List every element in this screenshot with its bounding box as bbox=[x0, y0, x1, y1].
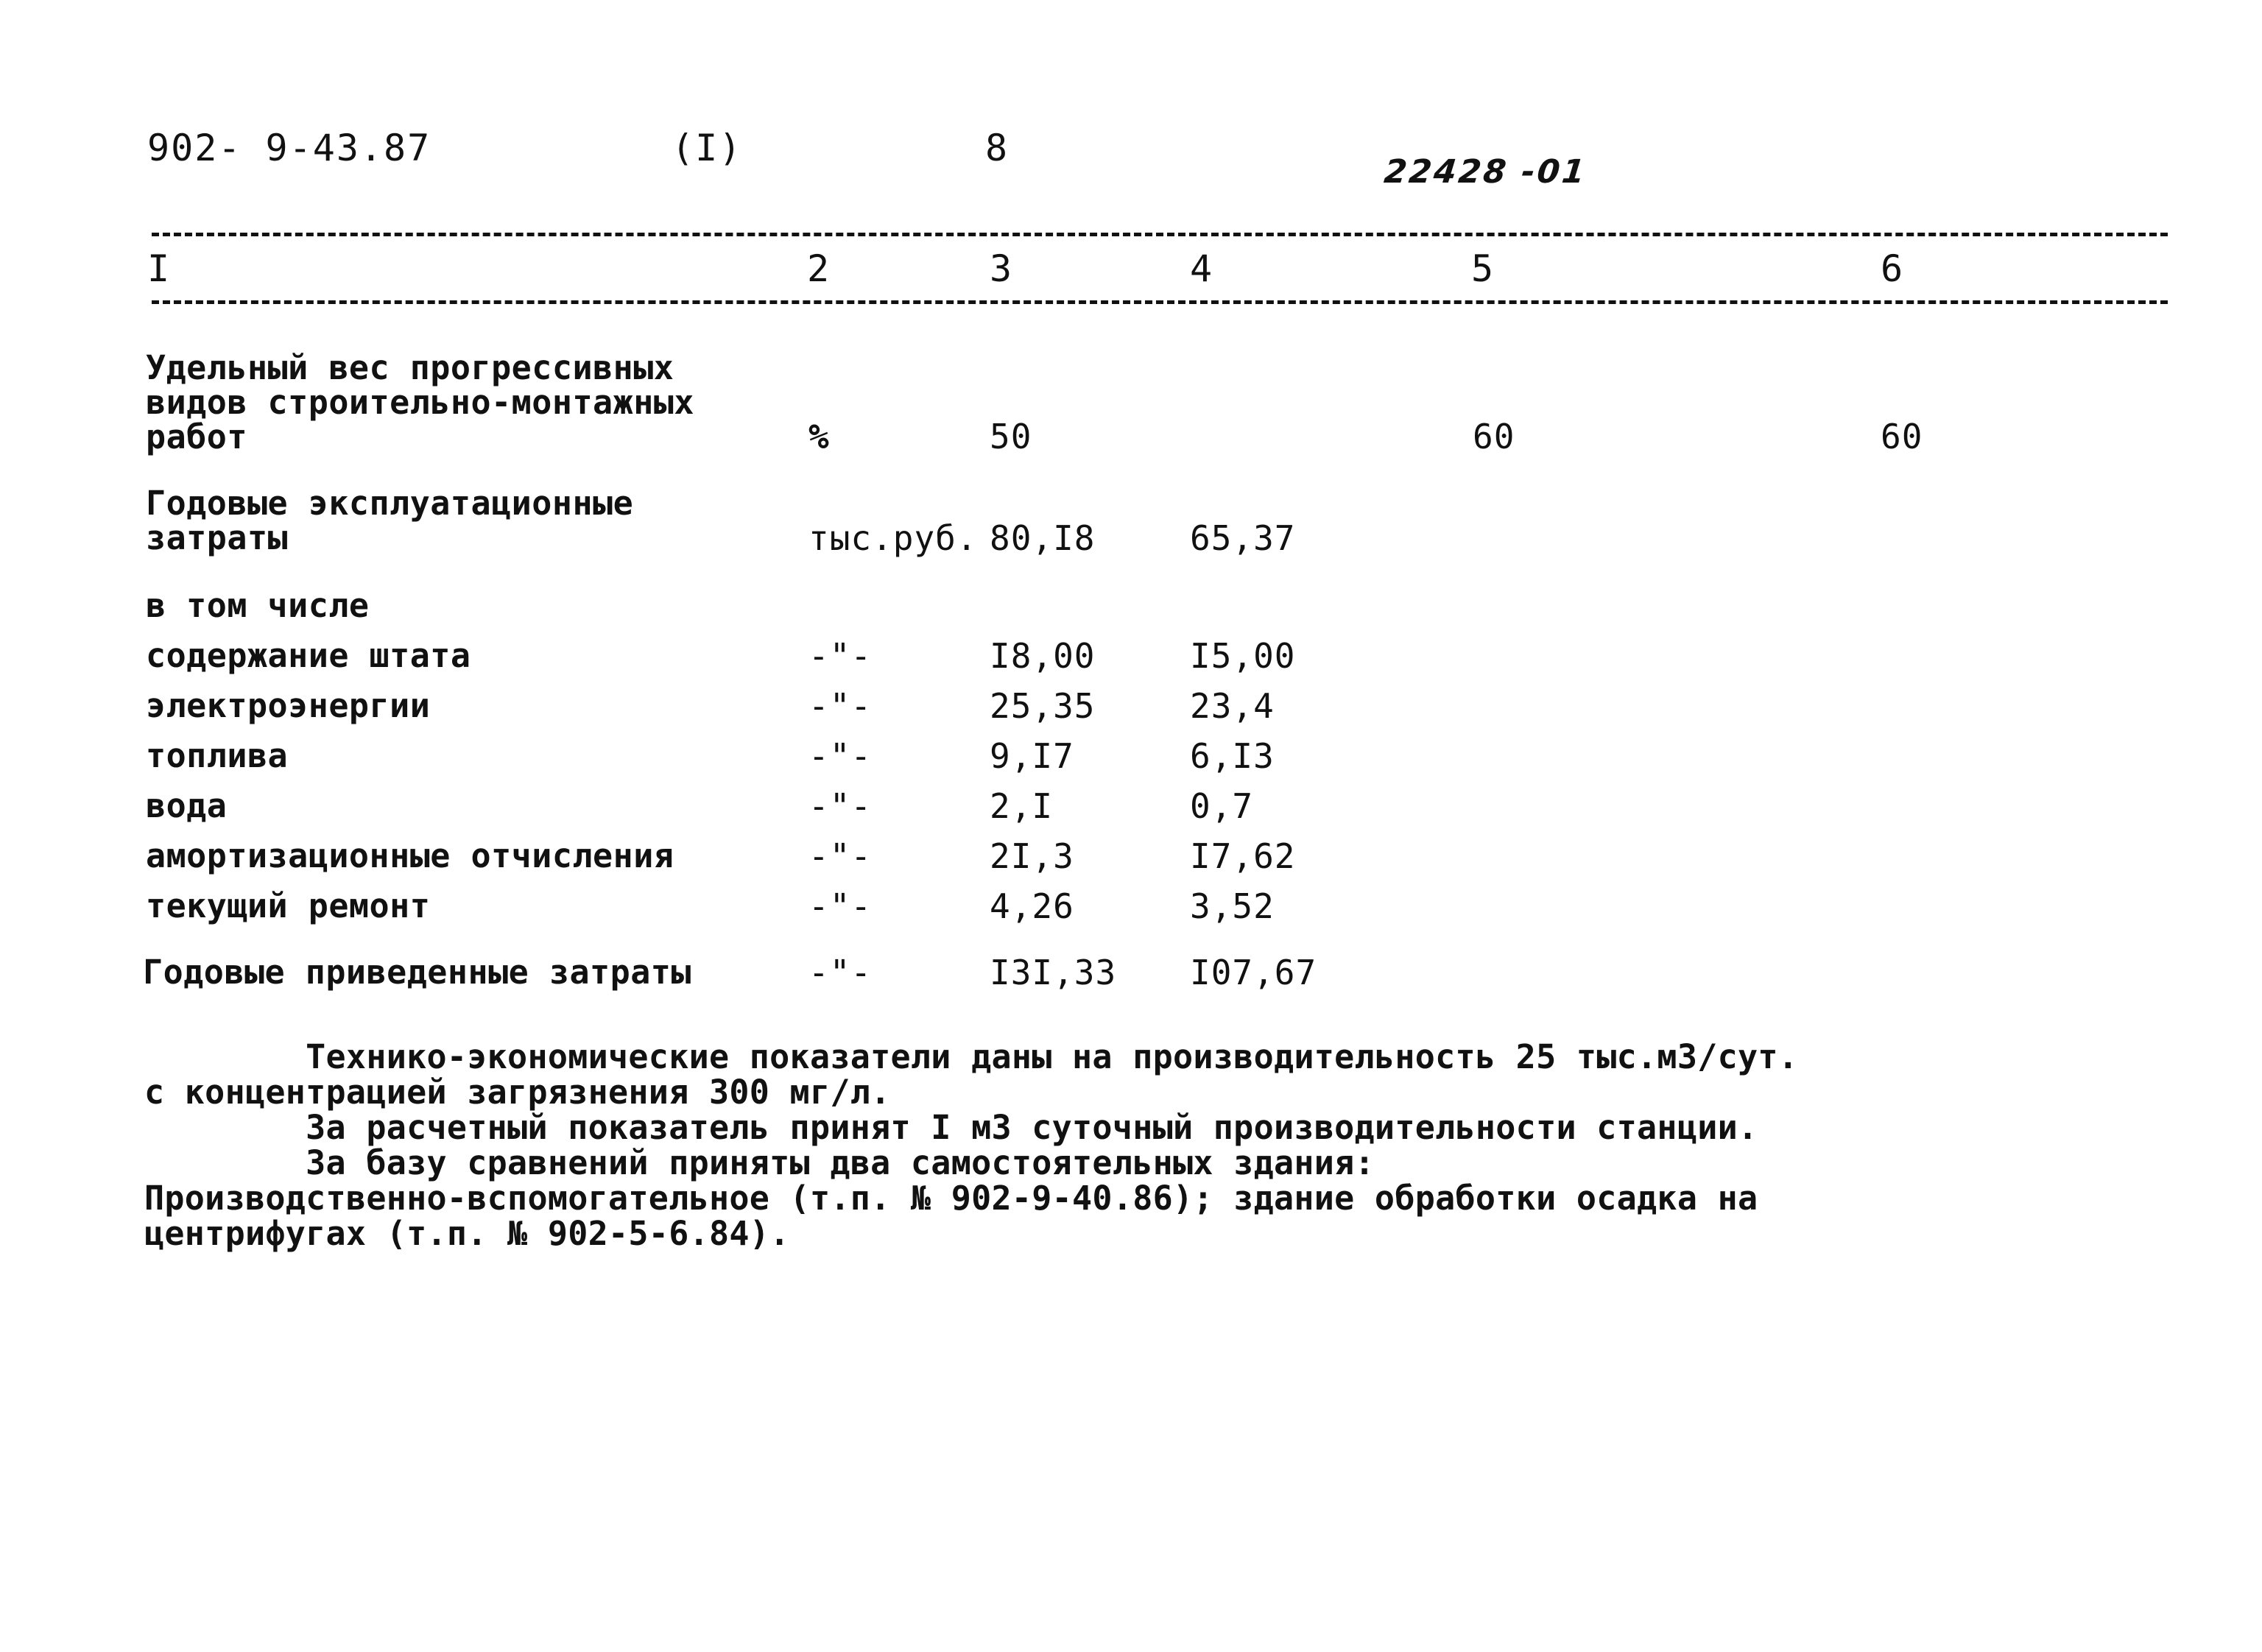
row-value-col4: 0,7 bbox=[1190, 786, 1254, 826]
notes-line-2: с концентрацией загрязнения 300 мг/л. bbox=[144, 1073, 891, 1112]
row-label-electricity: электроэнергии bbox=[146, 686, 431, 725]
notes-line-1: Технико-экономические показатели даны на производительность 25 тыс.м3/сут. bbox=[144, 1037, 1799, 1076]
row-label-annual-operating-costs: Годовые эксплуатационные затраты bbox=[146, 484, 634, 557]
document-code: 902- 9-43.87 bbox=[147, 127, 431, 169]
notes-line-4: За базу сравнений приняты два самостоятельных здания: bbox=[144, 1143, 1375, 1182]
row-unit: тыс.руб. bbox=[808, 518, 978, 558]
table-top-rule bbox=[152, 233, 2168, 236]
row-unit: -"- bbox=[808, 786, 873, 826]
row-value-col3: 2I,3 bbox=[990, 836, 1074, 876]
column-number-2: 2 bbox=[807, 247, 830, 290]
row-value-col5: 60 bbox=[1473, 417, 1515, 456]
row-label-staff-costs: содержание штата bbox=[146, 636, 471, 675]
row-label-annual-reduced-costs: Годовые приведенные затраты bbox=[143, 953, 691, 992]
row-label-current-repair: текущий ремонт bbox=[146, 886, 431, 925]
page-number: 8 bbox=[985, 127, 1010, 169]
row-value-col4: 23,4 bbox=[1190, 686, 1275, 726]
archive-stamp-number: 22428 -01 bbox=[1382, 153, 1589, 191]
row-value-col3: I8,00 bbox=[990, 636, 1096, 676]
row-value-col6: 60 bbox=[1881, 417, 1923, 456]
row-unit: -"- bbox=[808, 886, 873, 926]
row-label-depreciation: амортизационные отчисления bbox=[146, 836, 674, 875]
row-value-col3: 9,I7 bbox=[990, 736, 1074, 776]
row-unit: -"- bbox=[808, 736, 873, 776]
row-value-col3: 4,26 bbox=[990, 886, 1074, 926]
row-unit: -"- bbox=[808, 953, 873, 992]
column-number-6: 6 bbox=[1881, 247, 1903, 290]
notes-line-5: Производственно-вспомогательное (т.п. № 902-9-40.86); здание обработки осадка на bbox=[144, 1179, 1758, 1218]
column-number-3: 3 bbox=[990, 247, 1012, 290]
table-header-rule bbox=[152, 300, 2168, 304]
row-unit: -"- bbox=[808, 636, 873, 676]
row-label-including: в том числе bbox=[146, 586, 370, 625]
notes-line-6: центрифугах (т.п. № 902-5-6.84). bbox=[144, 1214, 790, 1253]
row-unit: -"- bbox=[808, 836, 873, 876]
column-number-4: 4 bbox=[1190, 247, 1213, 290]
row-value-col4: I5,00 bbox=[1190, 636, 1296, 676]
row-value-col3: I3I,33 bbox=[990, 953, 1117, 992]
row-value-col4: 65,37 bbox=[1190, 518, 1296, 558]
column-number-5: 5 bbox=[1471, 247, 1494, 290]
row-unit: -"- bbox=[808, 686, 873, 726]
column-number-1: I bbox=[147, 247, 170, 290]
row-label-fuel: топлива bbox=[146, 736, 289, 775]
row-value-col3: 80,I8 bbox=[990, 518, 1096, 558]
row-value-col4: I7,62 bbox=[1190, 836, 1296, 876]
notes-line-3: За расчетный показатель принят I м3 суточный производительности станции. bbox=[144, 1108, 1758, 1147]
row-value-col4: 6,I3 bbox=[1190, 736, 1275, 776]
row-value-col4: 3,52 bbox=[1190, 886, 1275, 926]
row-unit-percent: % bbox=[808, 417, 830, 456]
row-value-col4: I07,67 bbox=[1190, 953, 1317, 992]
row-value-col3: 50 bbox=[990, 417, 1032, 456]
row-label-water: вода bbox=[146, 786, 228, 825]
row-label-progressive-work-share: Удельный вес прогрессивных видов строительно-монтажных работ bbox=[146, 348, 694, 456]
row-value-col3: 2,I bbox=[990, 786, 1054, 826]
row-value-col3: 25,35 bbox=[990, 686, 1096, 726]
part-number: (I) bbox=[672, 127, 743, 169]
